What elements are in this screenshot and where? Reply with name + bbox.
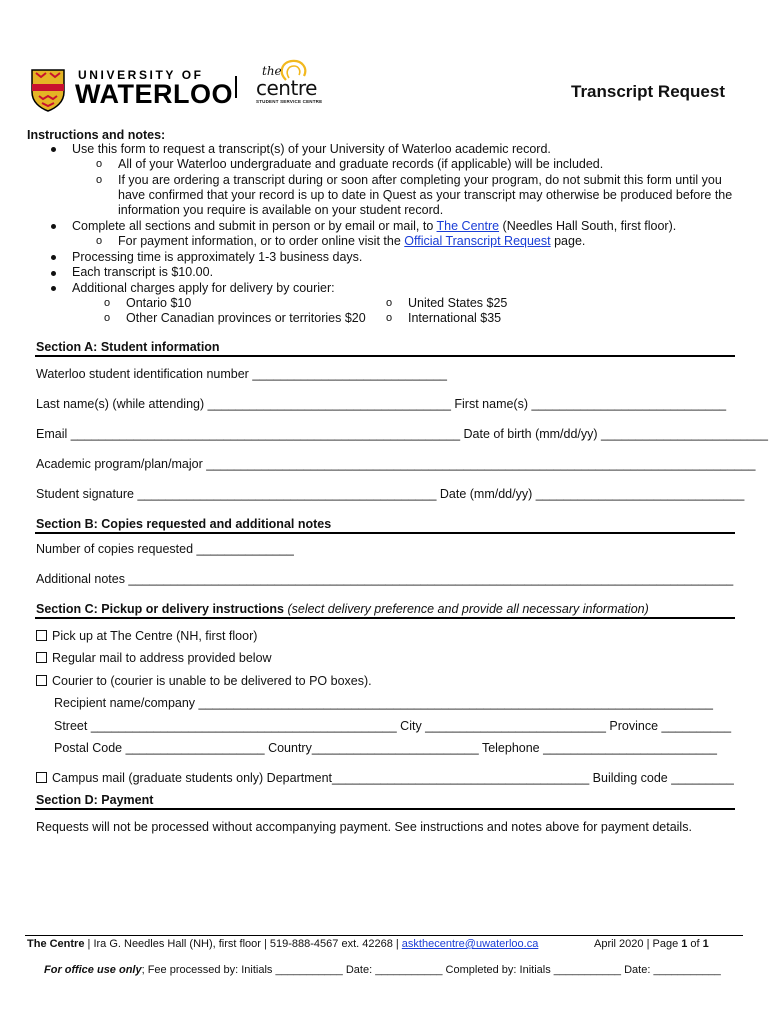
footer-page-total: 1 [702,938,709,950]
academic-program-field[interactable]: Academic program/plan/major _______________________________________________________________________________ [36,457,756,471]
regular-mail-label: Regular mail to address provided below [52,651,272,665]
office-use-fields: ; Fee processed by: Initials ___________ Date: ___________ Completed by: Initials ___________ Date: ___________ [141,964,721,976]
copies-field[interactable]: Number of copies requested ______________ [36,542,294,556]
instruction-transcript-cost: Each transcript is $10.00. [72,265,214,279]
instruction-payment-suffix: page. [550,234,586,248]
instruction-all-records: All of your Waterloo undergraduate and graduate records (if applicable) will be included. [118,157,604,171]
instruction-submit [72,219,676,235]
regular-mail-checkbox[interactable] [36,652,47,663]
bullet-dot [51,255,56,260]
instruction-courier-charges: Additional charges apply for delivery by courier: [72,281,335,295]
postal-country-phone-fields[interactable]: Postal Code ____________________ Country________________________ Telephone _________________________ [54,741,717,755]
instruction-processing-time: Processing time is approximately 1-3 business days. [72,250,363,264]
section-divider [35,532,735,534]
pickup-option[interactable] [36,629,257,643]
footer-of: of [687,938,703,950]
section-divider [35,808,735,810]
sub-bullet-marker: o [104,297,111,309]
sub-bullet-marker: o [96,174,103,186]
instruction-use-form: Use this form to request a transcript(s) of your University of Waterloo academic record. [72,142,551,156]
pickup-checkbox[interactable] [36,630,47,641]
sub-bullet-marker: o [104,312,111,324]
pickup-label: Pick up at The Centre (NH, first floor) [52,629,258,643]
footer-contact [27,938,538,950]
bullet-dot [51,286,56,291]
sub-bullet-marker: o [386,312,393,324]
campus-mail-option[interactable] [36,771,734,785]
instruction-payment-info [118,234,585,250]
campus-mail-checkbox[interactable] [36,772,47,783]
email-dob-fields[interactable]: Email ________________________________________________________ Date of birth (mm/dd/yy) ________________________ [36,427,768,441]
additional-notes-field[interactable]: Additional notes _______________________________________________________________________________________ [36,572,734,586]
section-b-heading: Section B: Copies requested and additional notes [36,517,332,531]
university-of-text: UNIVERSITY OF [78,68,204,82]
footer-page-number: 1 [681,938,688,950]
bullet-dot [51,147,56,152]
instruction-submit-location: (Needles Hall South, first floor). [499,219,677,233]
footer-page-info [594,938,709,950]
footer-divider [25,935,743,936]
recipient-field[interactable]: Recipient name/company __________________________________________________________________________ [54,696,713,710]
footer-date: April 2020 | Page [594,938,682,950]
page-title: Transcript Request [571,82,725,101]
section-d-heading: Section D: Payment [36,793,154,807]
instructions-heading: Instructions and notes: [27,128,166,142]
instruction-ordering-line1: If you are ordering a transcript during or soon after completing your program, do not submit this form until you [118,173,722,187]
courier-united-states: United States $25 [408,296,508,310]
section-divider [35,617,735,619]
official-transcript-request-link[interactable]: Official Transcript Request [404,234,551,248]
section-c-title: Section C: Pickup or delivery instructions [36,602,284,616]
instruction-ordering-line2: have confirmed that your record is up to date in Quest as your transcript may otherwise be produced before the [118,188,733,202]
bullet-dot [51,224,56,229]
instruction-ordering-line3: information you require is available on your student record. [118,203,444,217]
centre-logo-the: the [262,64,282,78]
campus-mail-label: Campus mail (graduate students only) Department_____________________________________ Building code _________ [52,771,734,785]
regular-mail-option[interactable] [36,651,272,665]
waterloo-shield-logo [30,68,66,112]
courier-ontario: Ontario $10 [126,296,192,310]
the-centre-logo [252,58,322,106]
waterloo-wordmark: WATERLOO [75,79,233,109]
courier-checkbox[interactable] [36,675,47,686]
footer-address: | Ira G. Needles Hall (NH), first floor | 519-888-4567 ext. 42268 | [84,938,402,950]
office-use-label: For office use only [44,964,142,976]
footer-email-link[interactable]: askthecentre@uwaterloo.ca [401,938,539,950]
student-id-field[interactable]: Waterloo student identification number ____________________________ [36,367,447,381]
footer-org: The Centre [27,938,85,950]
centre-logo-name: centre [256,76,317,100]
section-a-heading: Section A: Student information [36,340,220,354]
sub-bullet-marker: o [96,158,103,170]
courier-other-canada: Other Canadian provinces or territories $20 [126,311,366,325]
section-divider [35,355,735,357]
courier-international: International $35 [408,311,502,325]
sub-bullet-marker: o [96,235,103,247]
instruction-submit-text: Complete all sections and submit in person or by email or mail, to [72,219,437,233]
sub-bullet-marker: o [386,297,393,309]
bullet-dot [51,271,56,276]
street-city-province-fields[interactable]: Street ____________________________________________ City __________________________ Province __________ [54,719,732,733]
centre-logo-subtitle: STUDENT SERVICE CENTRE [256,99,323,104]
the-centre-link[interactable]: The Centre [436,219,500,233]
signature-date-fields[interactable]: Student signature ___________________________________________ Date (mm/dd/yy) ______________________________ [36,487,745,501]
office-use-line [44,964,721,976]
section-c-heading [36,602,649,616]
courier-label: Courier to (courier is unable to be delivered to PO boxes). [52,674,372,688]
section-c-note: (select delivery preference and provide all necessary information) [287,602,649,616]
courier-option[interactable] [36,674,372,688]
logo-divider [235,76,237,98]
payment-note: Requests will not be processed without accompanying payment. See instructions and notes above for payment details. [36,820,692,834]
name-fields[interactable]: Last name(s) (while attending) ___________________________________ First name(s) ____________________________ [36,397,727,411]
instruction-payment-text: For payment information, or to order online visit the [118,234,405,248]
